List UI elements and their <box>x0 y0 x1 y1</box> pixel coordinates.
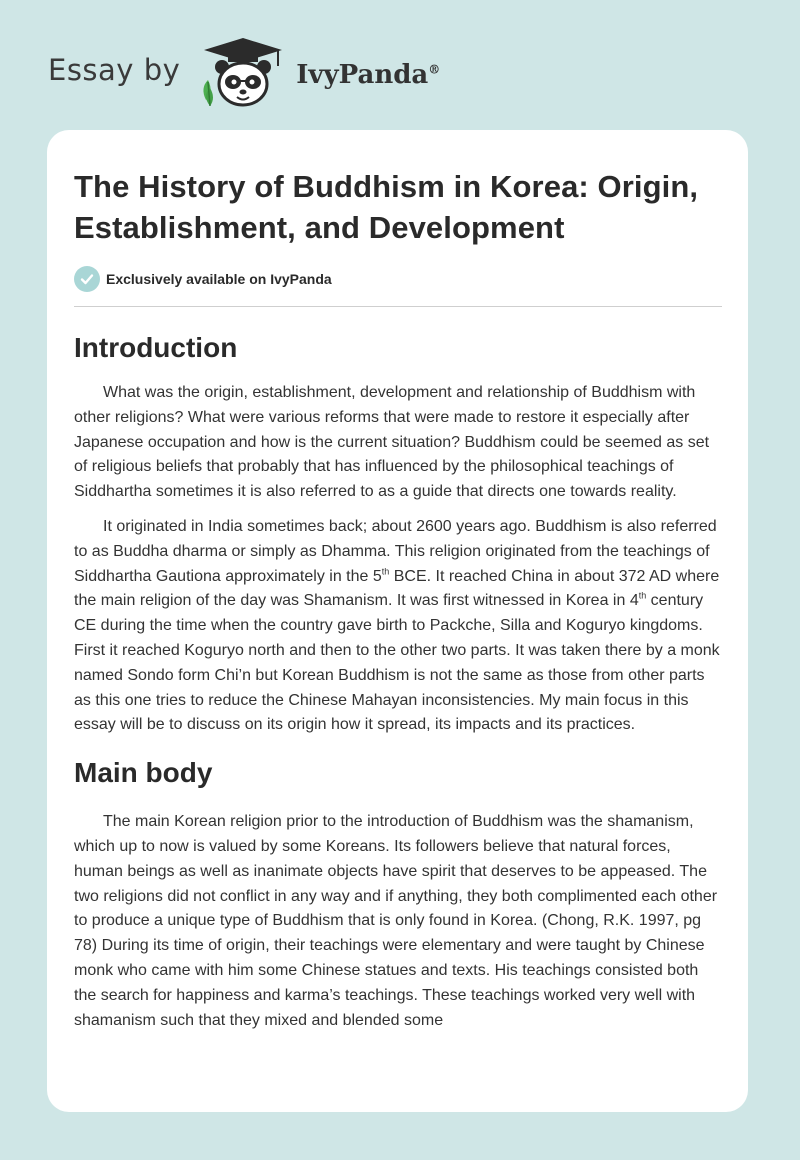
essay-card <box>47 130 748 1112</box>
ordinal-suffix: th <box>638 591 647 602</box>
section-main-body <box>74 756 722 1033</box>
page-title: The History of Buddhism in Korea: Origin, Establishment, and Development <box>74 169 699 245</box>
section-introduction <box>74 331 722 738</box>
section-heading: Introduction <box>74 332 238 363</box>
paragraph: What was the origin, establishment, development and relationship of Buddhism with other religions? What were various reforms that were made to restore it especially after Japanese occupation and how is the current situation? Buddhism could be seemed as set of religious beliefs that probably that has influenced by the philosophical teachings of Siddhartha sometimes it is also referred to as a guide that directs one towards reality. <box>74 384 710 501</box>
leaf-icon <box>204 80 214 106</box>
divider <box>74 306 722 307</box>
check-icon <box>74 266 100 292</box>
section-heading: Main body <box>74 757 213 789</box>
ordinal-suffix: th <box>381 566 390 577</box>
site-header <box>48 36 440 108</box>
essay-by-label: Essay by <box>48 53 181 87</box>
panda-logo-icon <box>198 36 288 108</box>
brand-name: IvyPanda® <box>296 60 441 90</box>
paragraph: It originated in India sometimes back; about 2600 years ago. Buddhism is also referred to as Buddha dharma or simply as Dhamma. This religion originated from the teachings of Siddhartha Gautiona approximately in the 5th BCE. It reached China in about 372 AD where the main religion of the day was Shamanism. It was first witnessed in Korea in 4th century CE during the time when the country gave birth to Packche, Silla and Koguryo kingdoms. First it reached Koguryo north and then to the other two parts. It was taken there by a monk named Sondo form Chi’n but Korean Buddhism is not the same as those from other parts as this one tries to reduce the Chinese Mahayan inconsistencies. My main focus in this essay will be to discuss on its origin how it spread, its impacts and its practices. <box>74 517 720 734</box>
exclusive-badge-label: Exclusively available on IvyPanda <box>106 271 332 287</box>
paragraph: The main Korean religion prior to the introduction of Buddhism was the shamanism, which up to now is valued by some Koreans. Its followers believe that natural forces, human beings as well as inanimate objects have spirit that deserves to be appeased. The two religions did not conflict in any way and if anything, they both complimented each other to produce a unique type of Buddhism that is only found in Korea. (Chong, R.K. 1997, pg 78) During its time of origin, their teachings were elementary and were taught by Chinese monk who came with him some Chinese statues and texts. His teachings consisted both the search for happiness and karma’s teachings. These teachings worked very well with shamanism such that they mixed and blended some <box>74 813 718 1029</box>
exclusive-badge <box>74 266 722 292</box>
